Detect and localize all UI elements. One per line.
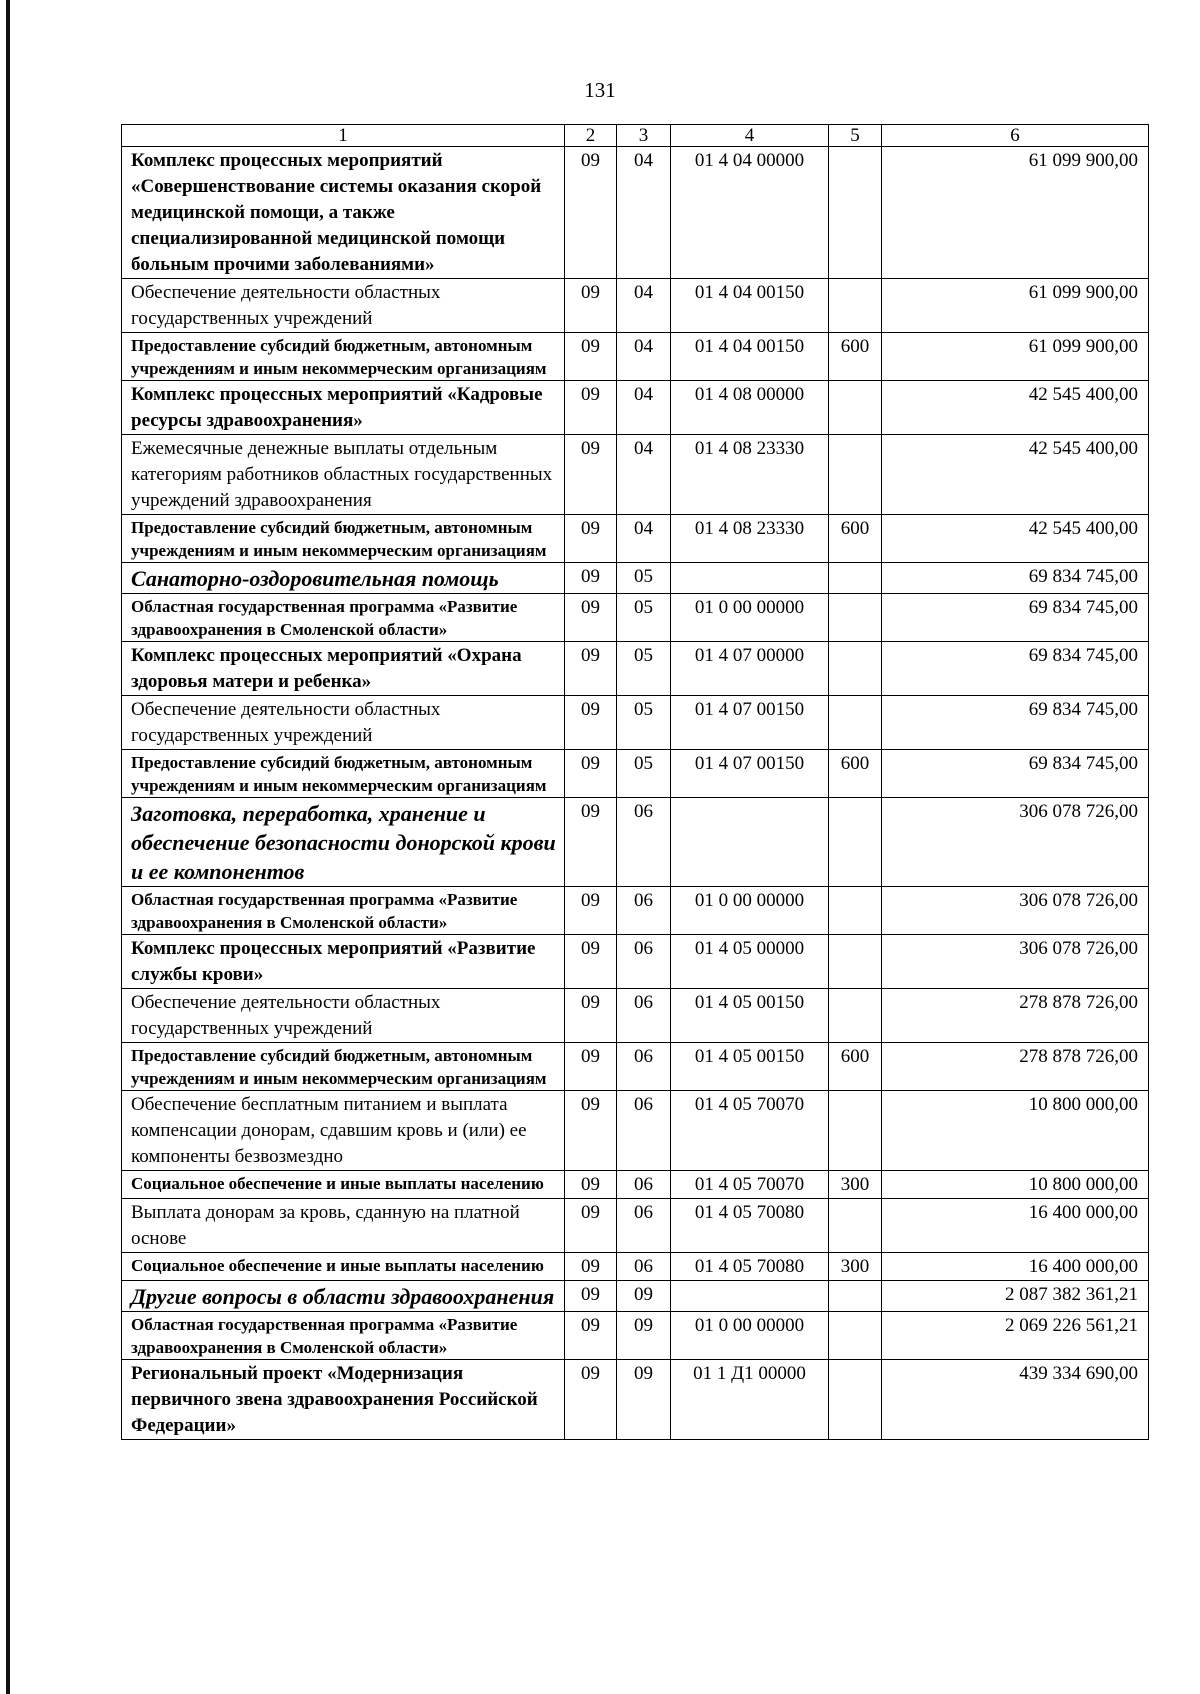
table-row	[122, 935, 1149, 989]
table-row	[122, 750, 1149, 798]
row-name-cell: Заготовка, переработка, хранение и обеспечение безопасности донорской крови и ее компонентов	[122, 798, 565, 887]
expense-type-cell	[829, 279, 882, 333]
amount-cell: 42 545 400,00	[882, 381, 1149, 435]
row-name-cell: Региональный проект «Модернизация первичного звена здравоохранения Российской Федерации»	[122, 1360, 565, 1440]
amount-cell: 439 334 690,00	[882, 1360, 1149, 1440]
table-row	[122, 798, 1149, 887]
expense-type-cell	[829, 935, 882, 989]
expense-type-cell	[829, 435, 882, 515]
row-name-cell: Социальное обеспечение и иные выплаты населению	[122, 1171, 565, 1199]
row-name-cell: Обеспечение бесплатным питанием и выплата компенсации донорам, сдавшим кровь и (или) ее компоненты безвозмездно	[122, 1091, 565, 1171]
target-article-cell: 01 4 05 70080	[671, 1199, 829, 1253]
expense-type-cell	[829, 887, 882, 935]
subsection-code-cell: 06	[617, 989, 671, 1043]
amount-cell: 69 834 745,00	[882, 563, 1149, 594]
target-article-cell: 01 4 04 00150	[671, 333, 829, 381]
subsection-code-cell: 06	[617, 1199, 671, 1253]
row-name-cell: Обеспечение деятельности областных государственных учреждений	[122, 279, 565, 333]
amount-cell: 278 878 726,00	[882, 989, 1149, 1043]
row-name-cell: Областная государственная программа «Развитие здравоохранения в Смоленской области»	[122, 1312, 565, 1360]
section-code-cell: 09	[565, 594, 617, 642]
table-row	[122, 594, 1149, 642]
subsection-code-cell: 04	[617, 279, 671, 333]
row-name-cell: Предоставление субсидий бюджетным, автономным учреждениям и иным некоммерческим организациям	[122, 1043, 565, 1091]
target-article-cell: 01 4 07 00000	[671, 642, 829, 696]
expense-type-cell	[829, 1199, 882, 1253]
amount-cell: 2 069 226 561,21	[882, 1312, 1149, 1360]
table-row	[122, 1253, 1149, 1281]
table-row	[122, 989, 1149, 1043]
target-article-cell: 01 1 Д1 00000	[671, 1360, 829, 1440]
row-name-cell: Другие вопросы в области здравоохранения	[122, 1281, 565, 1312]
table-row	[122, 1199, 1149, 1253]
amount-cell: 16 400 000,00	[882, 1199, 1149, 1253]
expense-type-cell: 600	[829, 333, 882, 381]
target-article-cell: 01 4 08 00000	[671, 381, 829, 435]
column-header-2: 2	[565, 125, 617, 147]
target-article-cell: 01 4 04 00150	[671, 279, 829, 333]
section-code-cell: 09	[565, 435, 617, 515]
subsection-code-cell: 09	[617, 1312, 671, 1360]
subsection-code-cell: 05	[617, 750, 671, 798]
row-name-cell: Предоставление субсидий бюджетным, автономным учреждениям и иным некоммерческим организациям	[122, 515, 565, 563]
subsection-code-cell: 06	[617, 1091, 671, 1171]
expense-type-cell	[829, 1360, 882, 1440]
target-article-cell	[671, 563, 829, 594]
table-row	[122, 147, 1149, 279]
row-name-cell: Обеспечение деятельности областных государственных учреждений	[122, 989, 565, 1043]
section-code-cell: 09	[565, 515, 617, 563]
table-row	[122, 563, 1149, 594]
target-article-cell: 01 4 05 00150	[671, 989, 829, 1043]
row-name-cell: Комплекс процессных мероприятий «Развитие службы крови»	[122, 935, 565, 989]
row-name-cell: Санаторно-оздоровительная помощь	[122, 563, 565, 594]
section-code-cell: 09	[565, 333, 617, 381]
row-name-cell: Обеспечение деятельности областных государственных учреждений	[122, 696, 565, 750]
column-header-3: 3	[617, 125, 671, 147]
section-code-cell: 09	[565, 1171, 617, 1199]
section-code-cell: 09	[565, 1360, 617, 1440]
subsection-code-cell: 06	[617, 935, 671, 989]
expense-type-cell	[829, 1312, 882, 1360]
row-name-cell: Комплекс процессных мероприятий «Охрана здоровья матери и ребенка»	[122, 642, 565, 696]
subsection-code-cell: 09	[617, 1360, 671, 1440]
amount-cell: 10 800 000,00	[882, 1091, 1149, 1171]
table-row	[122, 1281, 1149, 1312]
section-code-cell: 09	[565, 1281, 617, 1312]
target-article-cell	[671, 1281, 829, 1312]
row-name-cell: Предоставление субсидий бюджетным, автономным учреждениям и иным некоммерческим организациям	[122, 333, 565, 381]
target-article-cell: 01 4 07 00150	[671, 696, 829, 750]
expense-type-cell	[829, 563, 882, 594]
subsection-code-cell: 04	[617, 381, 671, 435]
table-row	[122, 887, 1149, 935]
page-number: 131	[584, 78, 616, 102]
amount-cell: 61 099 900,00	[882, 279, 1149, 333]
table-row	[122, 1360, 1149, 1440]
section-code-cell: 09	[565, 798, 617, 887]
expense-type-cell	[829, 642, 882, 696]
expense-type-cell	[829, 798, 882, 887]
table-header-row	[122, 125, 1149, 147]
target-article-cell: 01 0 00 00000	[671, 1312, 829, 1360]
section-code-cell: 09	[565, 935, 617, 989]
amount-cell: 69 834 745,00	[882, 594, 1149, 642]
section-code-cell: 09	[565, 563, 617, 594]
table-body	[122, 147, 1149, 1440]
budget-table	[121, 124, 1149, 1440]
table-row	[122, 1091, 1149, 1171]
expense-type-cell: 600	[829, 750, 882, 798]
row-name-cell: Ежемесячные денежные выплаты отдельным категориям работников областных государственных учреждений здравоохранения	[122, 435, 565, 515]
column-header-6: 6	[882, 125, 1149, 147]
subsection-code-cell: 04	[617, 515, 671, 563]
section-code-cell: 09	[565, 750, 617, 798]
target-article-cell: 01 4 05 70070	[671, 1091, 829, 1171]
section-code-cell: 09	[565, 1199, 617, 1253]
expense-type-cell	[829, 147, 882, 279]
target-article-cell: 01 0 00 00000	[671, 887, 829, 935]
row-name-cell: Социальное обеспечение и иные выплаты населению	[122, 1253, 565, 1281]
row-name-cell: Областная государственная программа «Развитие здравоохранения в Смоленской области»	[122, 594, 565, 642]
amount-cell: 278 878 726,00	[882, 1043, 1149, 1091]
section-code-cell: 09	[565, 989, 617, 1043]
column-header-5: 5	[829, 125, 882, 147]
row-name-cell: Предоставление субсидий бюджетным, автономным учреждениям и иным некоммерческим организациям	[122, 750, 565, 798]
subsection-code-cell: 06	[617, 1253, 671, 1281]
table-row	[122, 1043, 1149, 1091]
subsection-code-cell: 05	[617, 642, 671, 696]
subsection-code-cell: 04	[617, 333, 671, 381]
target-article-cell: 01 4 05 70070	[671, 1171, 829, 1199]
subsection-code-cell: 06	[617, 887, 671, 935]
expense-type-cell: 300	[829, 1171, 882, 1199]
amount-cell: 69 834 745,00	[882, 696, 1149, 750]
section-code-cell: 09	[565, 642, 617, 696]
subsection-code-cell: 06	[617, 1171, 671, 1199]
target-article-cell: 01 4 05 00150	[671, 1043, 829, 1091]
target-article-cell: 01 4 08 23330	[671, 435, 829, 515]
subsection-code-cell: 05	[617, 594, 671, 642]
target-article-cell: 01 0 00 00000	[671, 594, 829, 642]
target-article-cell: 01 4 05 00000	[671, 935, 829, 989]
subsection-code-cell: 04	[617, 147, 671, 279]
row-name-cell: Областная государственная программа «Развитие здравоохранения в Смоленской области»	[122, 887, 565, 935]
amount-cell: 61 099 900,00	[882, 147, 1149, 279]
amount-cell: 61 099 900,00	[882, 333, 1149, 381]
table-row	[122, 381, 1149, 435]
row-name-cell: Комплекс процессных мероприятий «Кадровые ресурсы здравоохранения»	[122, 381, 565, 435]
table-row	[122, 515, 1149, 563]
expense-type-cell: 300	[829, 1253, 882, 1281]
amount-cell: 306 078 726,00	[882, 798, 1149, 887]
table-row	[122, 1312, 1149, 1360]
section-code-cell: 09	[565, 1312, 617, 1360]
section-code-cell: 09	[565, 279, 617, 333]
table-row	[122, 696, 1149, 750]
subsection-code-cell: 05	[617, 696, 671, 750]
scan-left-edge	[6, 0, 10, 1694]
expense-type-cell	[829, 1281, 882, 1312]
expense-type-cell	[829, 594, 882, 642]
expense-type-cell	[829, 1091, 882, 1171]
row-name-cell: Выплата донорам за кровь, сданную на платной основе	[122, 1199, 565, 1253]
section-code-cell: 09	[565, 1091, 617, 1171]
amount-cell: 2 087 382 361,21	[882, 1281, 1149, 1312]
expense-type-cell	[829, 696, 882, 750]
subsection-code-cell: 06	[617, 798, 671, 887]
expense-type-cell: 600	[829, 1043, 882, 1091]
section-code-cell: 09	[565, 1043, 617, 1091]
subsection-code-cell: 05	[617, 563, 671, 594]
amount-cell: 69 834 745,00	[882, 750, 1149, 798]
target-article-cell: 01 4 07 00150	[671, 750, 829, 798]
amount-cell: 42 545 400,00	[882, 515, 1149, 563]
column-header-1: 1	[122, 125, 565, 147]
subsection-code-cell: 09	[617, 1281, 671, 1312]
table-row	[122, 279, 1149, 333]
expense-type-cell	[829, 381, 882, 435]
amount-cell: 306 078 726,00	[882, 935, 1149, 989]
section-code-cell: 09	[565, 696, 617, 750]
subsection-code-cell: 04	[617, 435, 671, 515]
section-code-cell: 09	[565, 1253, 617, 1281]
section-code-cell: 09	[565, 381, 617, 435]
table-row	[122, 1171, 1149, 1199]
amount-cell: 69 834 745,00	[882, 642, 1149, 696]
amount-cell: 10 800 000,00	[882, 1171, 1149, 1199]
target-article-cell: 01 4 04 00000	[671, 147, 829, 279]
amount-cell: 16 400 000,00	[882, 1253, 1149, 1281]
section-code-cell: 09	[565, 147, 617, 279]
subsection-code-cell: 06	[617, 1043, 671, 1091]
row-name-cell: Комплекс процессных мероприятий «Совершенствование системы оказания скорой медицинской помощи, а также специализированной медицинской помощи больным прочими заболеваниями»	[122, 147, 565, 279]
table-row	[122, 333, 1149, 381]
target-article-cell: 01 4 05 70080	[671, 1253, 829, 1281]
section-code-cell: 09	[565, 887, 617, 935]
expense-type-cell: 600	[829, 515, 882, 563]
amount-cell: 42 545 400,00	[882, 435, 1149, 515]
column-header-4: 4	[671, 125, 829, 147]
target-article-cell: 01 4 08 23330	[671, 515, 829, 563]
table-row	[122, 435, 1149, 515]
table-row	[122, 642, 1149, 696]
expense-type-cell	[829, 989, 882, 1043]
amount-cell: 306 078 726,00	[882, 887, 1149, 935]
target-article-cell	[671, 798, 829, 887]
